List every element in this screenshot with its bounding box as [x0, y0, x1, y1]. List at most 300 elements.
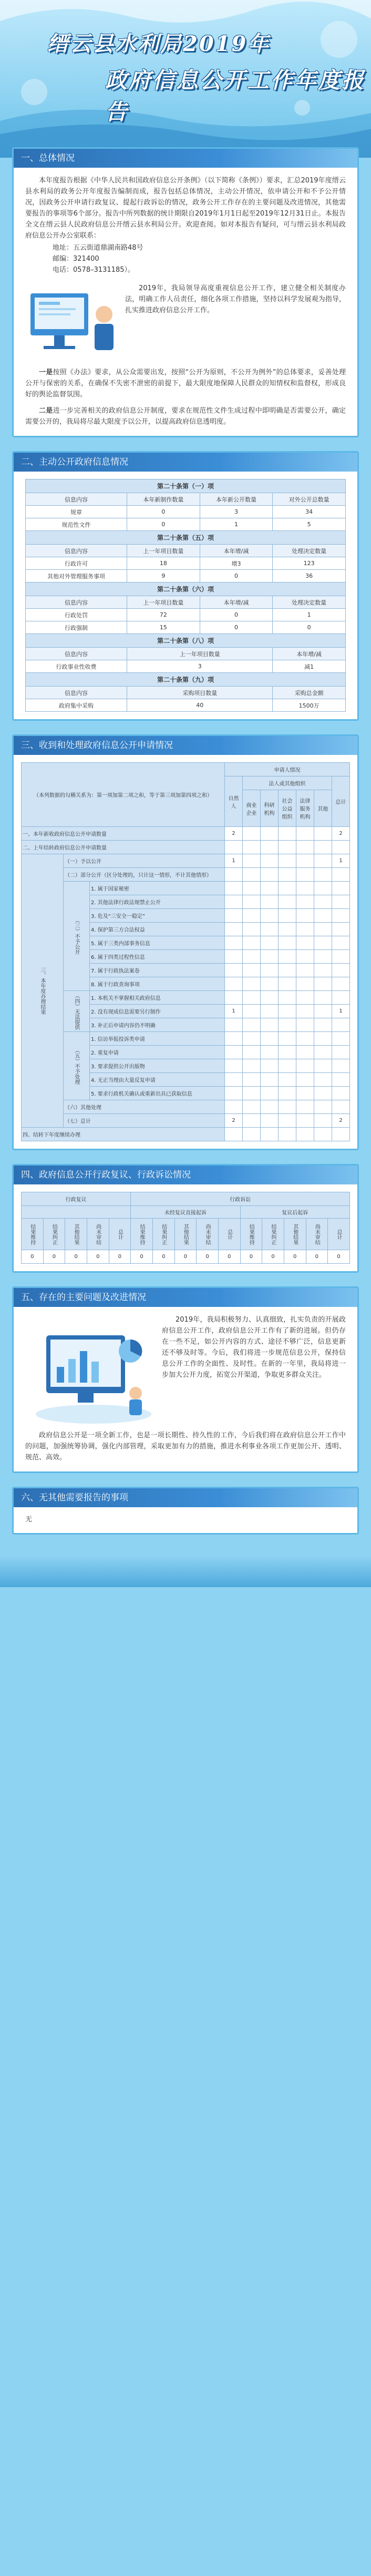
table-cell — [314, 1073, 332, 1087]
table-cell — [296, 1128, 314, 1141]
table-cell — [279, 964, 296, 977]
contact-phone: 电话：0578–3131185）。 — [53, 266, 135, 274]
table-cell — [332, 1059, 350, 1073]
table-cell — [261, 964, 279, 977]
table-cell — [261, 936, 279, 950]
table-cell — [243, 950, 261, 964]
table-cell — [243, 895, 261, 909]
table-cell: 0 — [328, 1250, 350, 1264]
table-header: 信息内容 — [26, 687, 127, 699]
other-matters-text: 无 — [25, 1516, 33, 1524]
column-header: 结果纠正 — [43, 1219, 65, 1250]
column-header: 结果纠正 — [262, 1219, 284, 1250]
table-cell: 减1 — [273, 660, 346, 673]
table-cell — [225, 964, 243, 977]
corner-note: （本列数据的勾稽关系为：第一项加第二项之和，等于第三项加第四项之和） — [22, 763, 225, 827]
table-cell — [296, 854, 314, 868]
table-cell — [296, 895, 314, 909]
table-cell — [279, 1046, 296, 1059]
table-cell: 123 — [273, 557, 346, 570]
table-caption: 第二十条第（五）项 — [26, 531, 346, 545]
table-header: 上一年项目数量 — [127, 596, 200, 609]
column-header: 其他结果 — [174, 1219, 197, 1250]
table-cell: 0 — [200, 570, 273, 582]
table-cell — [314, 827, 332, 841]
table-cell — [225, 1032, 243, 1046]
table-row — [26, 518, 346, 531]
table-header: 信息内容 — [26, 493, 127, 506]
table-cell — [332, 923, 350, 936]
section-heading: 六、无其他需要报告的事项 — [14, 1488, 357, 1507]
table-cell — [243, 923, 261, 936]
row-label: 4. 保护第三方合法权益 — [90, 923, 225, 936]
table-row — [26, 609, 346, 621]
table-cell — [296, 909, 314, 923]
table-cell — [296, 1005, 314, 1018]
table-cell — [279, 950, 296, 964]
table-cell — [296, 841, 314, 854]
table-cell — [261, 1059, 279, 1073]
section-heading: 一、总体情况 — [14, 149, 357, 168]
table-cell — [243, 868, 261, 882]
table-cell — [332, 964, 350, 977]
title-line-2: 政府信息公开工作年度报告 — [105, 67, 366, 125]
table-row — [26, 621, 346, 634]
table-row — [22, 882, 350, 895]
table-cell: 2 — [332, 1114, 350, 1128]
table-row — [22, 1032, 350, 1046]
table-header: 本年增/减 — [273, 648, 346, 660]
table-cell — [296, 991, 314, 1005]
row-label: 1. 属于国家秘密 — [90, 882, 225, 895]
table-cell: 2 — [225, 827, 243, 841]
row-label: 2. 没有现成信息需要另行制作 — [90, 1005, 225, 1018]
table-cell — [296, 1059, 314, 1073]
table-cell: 5 — [273, 518, 346, 531]
overview-work-block — [25, 283, 346, 362]
review-header: 行政复议 — [22, 1192, 131, 1206]
column-header: 总计 — [109, 1219, 131, 1250]
table-cell — [243, 854, 261, 868]
table-cell — [279, 841, 296, 854]
table-cell — [261, 977, 279, 991]
table-cell — [314, 991, 332, 1005]
not-processed-group-label: （五）不予处理 — [64, 1032, 90, 1100]
table-cell — [332, 1128, 350, 1141]
table-cell — [296, 1032, 314, 1046]
point-two-label: 二是 — [39, 407, 53, 415]
table-cell — [225, 1128, 243, 1141]
table-cell — [261, 827, 279, 841]
unavailable-group-label: （四）无法提供 — [64, 991, 90, 1032]
review-litigation-table — [21, 1192, 350, 1264]
legal-col-header: 法律服务机构 — [296, 790, 314, 827]
table-row — [26, 506, 346, 518]
table-cell — [314, 909, 332, 923]
row-label: 6. 属于四类过程性信息 — [90, 950, 225, 964]
table-cell — [296, 1100, 314, 1114]
table-header: 采购总金额 — [273, 687, 346, 699]
table-cell — [225, 977, 243, 991]
table-cell — [261, 882, 279, 895]
point-two-text: 进一步完善相关的政府信息公开制度，要求在规范性文件生成过程中即明确是否需要公开，确定需要公开的，我局将尽最大限度予以公开，以提高政府信息透明度。 — [25, 407, 346, 426]
table-cell — [261, 841, 279, 854]
table-cell — [225, 1046, 243, 1059]
table-cell: 1 — [332, 1005, 350, 1018]
row-label: （二）部分公开（区分处理的，只计这一情形，不计其他情形） — [64, 868, 225, 882]
table-cell — [279, 895, 296, 909]
table-cell — [279, 1018, 296, 1032]
natural-person-header: 自然人 — [225, 776, 243, 827]
table-cell: 0 — [273, 621, 346, 634]
table-caption: 第二十条第（六）项 — [26, 582, 346, 596]
table-cell: 40 — [127, 699, 273, 712]
table-cell: 36 — [273, 570, 346, 582]
table-row — [26, 660, 346, 673]
row-label: 4. 无正当理由大量反复申请 — [90, 1073, 225, 1087]
table-cell — [279, 923, 296, 936]
table-cell — [261, 950, 279, 964]
table-cell — [314, 964, 332, 977]
table-cell — [314, 1005, 332, 1018]
table-cell — [225, 991, 243, 1005]
table-cell — [243, 964, 261, 977]
row-label: 5. 属于三类内部事务信息 — [90, 936, 225, 950]
table-header: 本年增/减 — [200, 596, 273, 609]
table-cell — [332, 841, 350, 854]
table-cell: 1 — [225, 854, 243, 868]
table-cell: 0 — [87, 1250, 109, 1264]
table-cell: 34 — [273, 506, 346, 518]
table-cell: 其他对外管理服务事项 — [26, 570, 127, 582]
row-label: 7. 属于行政执法案卷 — [90, 964, 225, 977]
table-cell: 行政强制 — [26, 621, 127, 634]
table-cell: 政府集中采购 — [26, 699, 127, 712]
table-cell — [332, 936, 350, 950]
table-header: 采购项目数量 — [127, 687, 273, 699]
table-cell: 2 — [332, 827, 350, 841]
table-cell: 18 — [127, 557, 200, 570]
section-heading: 五、存在的主要问题及改进情况 — [14, 1288, 357, 1307]
table-row — [22, 854, 350, 868]
table-cell — [296, 1046, 314, 1059]
table-cell: 15 — [127, 621, 200, 634]
section-heading: 四、政府信息公开行政复议、行政诉讼情况 — [14, 1166, 357, 1184]
legal-person-header: 法人或其他组织 — [243, 776, 332, 790]
table-cell — [243, 991, 261, 1005]
overview-paragraph: 本年度报告根据《中华人民共和国政府信息公开条例》（以下简称《条例》）要求，汇总2019年度缙云县水利局的政务公开年度报告编制而成，报告包括总体情况，主动公开情况，依申请公开和不予公开情况，因政务公开申请行政复议、提起行政诉讼的情况，政务公开工作存在的主要问题及改进情况，其他需要报告的事项等6个部分。报告中所列数据的统计期限自2019年1月1日起至2019年12月31日止。本报告全文在缙云县人民政府信息公开缙云县水利局公开。欢迎查阅。如对本报告有疑问，可与缙云县水利局政府信息公开办公室联系： — [25, 177, 346, 240]
point-one-text: 按照《办法》要求，从公众需要出发，按照“公开为原则，不公开为例外”的总体要求，妥善处理公开与保密的关系，在确保不失密不泄密的前提下，最大限度地保障人民群众的知情权和监督权，形成良好的舆论监督氛围。 — [25, 369, 346, 398]
table-cell — [243, 841, 261, 854]
table-cell — [296, 950, 314, 964]
report-header — [0, 0, 371, 158]
table-header: 本年增/减 — [200, 545, 273, 557]
table-cell — [261, 909, 279, 923]
table-cell: 1 — [332, 854, 350, 868]
table-cell — [296, 964, 314, 977]
row-label: （七）总计 — [64, 1114, 225, 1128]
table-cell: 72 — [127, 609, 200, 621]
table-header: 处理决定数量 — [273, 596, 346, 609]
row-label: 2. 其他法律行政法规禁止公开 — [90, 895, 225, 909]
work-summary-paragraph: 2019年，我局领导高度重视信息公开工作，建立健全相关制度办法，明确工作人员责任，细化各项工作措施，坚持以科学发展观为指导，扎实推进政府信息公开工作。 — [125, 284, 346, 314]
table-cell — [243, 1087, 261, 1100]
table-cell — [225, 895, 243, 909]
total-header: 总计 — [332, 776, 350, 827]
table-cell — [243, 1100, 261, 1114]
table-cell: 0 — [200, 609, 273, 621]
row-label: 8. 属于行政查询事项 — [90, 977, 225, 991]
table-cell: 0 — [109, 1250, 131, 1264]
section-heading: 三、收到和处理政府信息公开申请情况 — [14, 736, 357, 755]
table-cell — [261, 895, 279, 909]
table-cell: 行政事业性收费 — [26, 660, 127, 673]
table-cell — [314, 1032, 332, 1046]
section-heading: 二、主动公开政府信息情况 — [14, 453, 357, 472]
table-cell — [279, 1087, 296, 1100]
table-cell — [243, 1032, 261, 1046]
table-cell: 0 — [200, 621, 273, 634]
table-cell — [314, 868, 332, 882]
row-label: 一、本年新收政府信息公开申请数量 — [22, 827, 225, 841]
table-cell: 行政处罚 — [26, 609, 127, 621]
table-cell — [243, 1005, 261, 1018]
table-cell — [261, 1046, 279, 1059]
table-cell — [261, 1018, 279, 1032]
section-review-litigation — [12, 1164, 359, 1273]
applications-table — [21, 762, 350, 1141]
point-one-label: 一是 — [39, 369, 53, 376]
table-cell: 0 — [174, 1250, 197, 1264]
table-cell — [279, 909, 296, 923]
table-row — [22, 1114, 350, 1128]
table-header: 上一年项目数量 — [127, 648, 273, 660]
table-cell — [261, 1087, 279, 1100]
table-cell: 1 — [273, 609, 346, 621]
column-header: 结果纠正 — [152, 1219, 174, 1250]
table-cell — [261, 1032, 279, 1046]
table-cell — [279, 1100, 296, 1114]
table-cell — [296, 1087, 314, 1100]
table-cell — [314, 923, 332, 936]
table-cell — [225, 1059, 243, 1073]
table-cell — [279, 827, 296, 841]
analytics-illustration-icon — [25, 1314, 162, 1430]
table-cell — [296, 936, 314, 950]
section-applications — [12, 734, 359, 1150]
table-cell — [314, 1018, 332, 1032]
table-cell: 0 — [306, 1250, 328, 1264]
table-cell — [314, 1100, 332, 1114]
table-cell — [225, 950, 243, 964]
table-cell — [314, 1046, 332, 1059]
table-cell — [314, 936, 332, 950]
table-cell: 9 — [127, 570, 200, 582]
unreviewed-header: 未经复议直接起诉 — [131, 1206, 240, 1219]
contact-postcode: 邮编：321400 — [53, 255, 99, 263]
bubble-decoration — [21, 79, 47, 105]
table-cell — [225, 1100, 243, 1114]
table-cell: 2 — [225, 1114, 243, 1128]
table-cell: 0 — [131, 1250, 153, 1264]
table-cell — [261, 923, 279, 936]
table-cell — [279, 868, 296, 882]
row-label: 二、上年结转政府信息公开申请数量 — [22, 841, 225, 854]
table-cell — [332, 1087, 350, 1100]
table-cell — [225, 923, 243, 936]
table-row — [26, 570, 346, 582]
table-cell — [279, 936, 296, 950]
table-cell — [296, 1073, 314, 1087]
table-header: 对外公开总数量 — [273, 493, 346, 506]
table-cell — [243, 1018, 261, 1032]
table-header: 本年新公开数量 — [200, 493, 273, 506]
table-cell — [261, 991, 279, 1005]
table-cell — [261, 1073, 279, 1087]
table-cell — [314, 1059, 332, 1073]
row-label: 四、结转下年度继续办理 — [22, 1128, 225, 1141]
table-cell — [243, 1128, 261, 1141]
footer-wave-decoration — [0, 1556, 371, 1587]
section-overview — [12, 147, 359, 437]
table-cell — [261, 1100, 279, 1114]
table-caption: 第二十条第（九）项 — [26, 673, 346, 687]
table-cell — [243, 1114, 261, 1128]
table-cell — [225, 882, 243, 895]
table-cell — [314, 1128, 332, 1141]
table-cell — [243, 827, 261, 841]
table-cell — [225, 936, 243, 950]
section-problems — [12, 1286, 359, 1473]
table-cell: 0 — [152, 1250, 174, 1264]
table-cell: 3 — [200, 506, 273, 518]
table-cell — [332, 1032, 350, 1046]
section-other — [12, 1487, 359, 1535]
table-cell — [296, 923, 314, 936]
table-cell — [314, 841, 332, 854]
table-cell: 增3 — [200, 557, 273, 570]
table-cell — [225, 909, 243, 923]
row-label: 3. 补正后申请内容仍不明确 — [90, 1018, 225, 1032]
legal-col-header: 商业企业 — [243, 790, 261, 827]
table-cell: 0 — [127, 518, 200, 531]
title-line-1: 缙云县水利局2019年 — [47, 32, 271, 56]
table-header: 上一年项目数量 — [127, 545, 200, 557]
table-cell — [225, 1018, 243, 1032]
section-active-disclosure — [12, 451, 359, 721]
table-cell — [314, 950, 332, 964]
table-row — [22, 1100, 350, 1114]
table-cell — [261, 1114, 279, 1128]
table-cell: 1 — [225, 1005, 243, 1018]
row-label: 3. 危及“三安全一稳定” — [90, 909, 225, 923]
table-row — [22, 1128, 350, 1141]
table-cell — [261, 854, 279, 868]
table-row — [26, 699, 346, 712]
table-cell — [279, 1073, 296, 1087]
table-cell: 3 — [127, 660, 273, 673]
table-row — [22, 827, 350, 841]
office-illustration-icon — [25, 283, 125, 362]
table-cell — [279, 1128, 296, 1141]
table-cell — [279, 1114, 296, 1128]
column-header: 尚未审结 — [87, 1219, 109, 1250]
row-label: 2. 重复申请 — [90, 1046, 225, 1059]
table-cell — [332, 895, 350, 909]
table-cell: 0 — [22, 1250, 44, 1264]
table-cell — [225, 868, 243, 882]
table-cell — [332, 882, 350, 895]
active-disclosure-table — [25, 479, 346, 712]
table-cell: 规范性文件 — [26, 518, 127, 531]
table-cell — [314, 1114, 332, 1128]
table-cell — [296, 1018, 314, 1032]
table-row — [22, 991, 350, 1005]
table-row — [22, 841, 350, 854]
legal-col-header: 科研机构 — [261, 790, 279, 827]
column-header: 总计 — [328, 1219, 350, 1250]
table-caption: 第二十条第（一）项 — [26, 479, 346, 493]
table-cell: 1 — [200, 518, 273, 531]
column-header: 尚未审结 — [197, 1219, 219, 1250]
table-cell — [225, 1087, 243, 1100]
table-cell — [279, 1059, 296, 1073]
table-cell — [243, 909, 261, 923]
column-header: 总计 — [218, 1219, 240, 1250]
table-cell — [314, 1087, 332, 1100]
table-cell — [279, 1032, 296, 1046]
table-cell — [332, 868, 350, 882]
table-cell — [296, 868, 314, 882]
table-cell — [332, 977, 350, 991]
table-cell — [314, 854, 332, 868]
table-cell — [279, 882, 296, 895]
legal-col-header: 其他 — [314, 790, 332, 827]
applicant-header: 申请人情况 — [225, 763, 350, 776]
table-header: 本年新制作数量 — [127, 493, 200, 506]
table-cell — [243, 977, 261, 991]
table-cell: 0 — [127, 506, 200, 518]
column-header: 结果维持 — [22, 1219, 44, 1250]
table-cell — [314, 882, 332, 895]
table-cell — [279, 991, 296, 1005]
problems-paragraph: 2019年，我局积极努力、认真细致，扎实负责的开展政府信息公开工作，政府信息公开工作有了新的进展。但仍存在一些不足，如公开内容的方式、途径不够广泛，信息更新还不够及时等。今后，我们将进一步规范信息公开，保持信息公开工作的全面性、及时性。在新的一年里，我局将进一步加大公开力度，拓宽公开渠道，争取更多群众关注。 — [162, 1316, 346, 1379]
table-cell — [279, 854, 296, 868]
table-cell — [225, 841, 243, 854]
column-header: 结果维持 — [131, 1219, 153, 1250]
table-caption: 第二十条第（八）项 — [26, 634, 346, 648]
table-cell — [296, 827, 314, 841]
table-cell — [332, 1100, 350, 1114]
column-header: 尚未审结 — [306, 1219, 328, 1250]
table-cell — [243, 936, 261, 950]
table-cell — [332, 1046, 350, 1059]
table-cell — [332, 1018, 350, 1032]
table-cell: 行政许可 — [26, 557, 127, 570]
table-header: 处理决定数量 — [273, 545, 346, 557]
row-label: 1. 本机关不掌握相关政府信息 — [90, 991, 225, 1005]
table-row — [26, 557, 346, 570]
table-cell — [296, 1114, 314, 1128]
table-cell — [243, 882, 261, 895]
table-cell: 0 — [218, 1250, 240, 1264]
table-cell — [261, 1005, 279, 1018]
table-cell — [279, 1005, 296, 1018]
table-cell — [296, 882, 314, 895]
table-cell — [332, 950, 350, 964]
table-cell: 0 — [262, 1250, 284, 1264]
bubble-decoration — [321, 21, 357, 58]
